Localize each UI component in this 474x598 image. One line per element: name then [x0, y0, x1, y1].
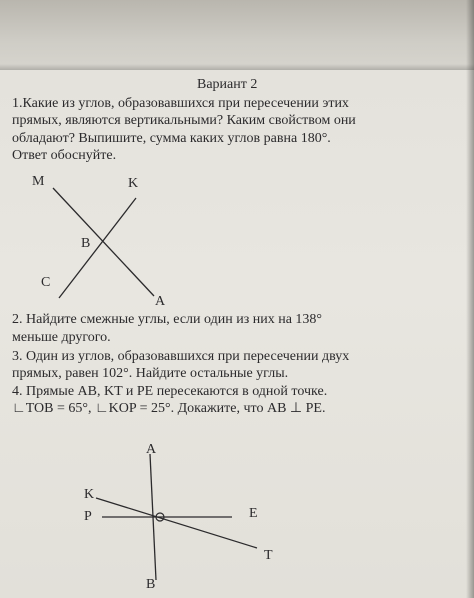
label-b: B	[81, 236, 91, 251]
question3-line1: 3. Один из углов, образовавшихся при пересечении двух	[12, 349, 350, 364]
label-k2: K	[84, 487, 95, 502]
question4-line2: ∟TOB = 65°, ∟KOP = 25°. Докажите, что AB ⊥ PE.	[12, 401, 326, 416]
photo-edge-shadow	[466, 0, 474, 598]
label-m: M	[32, 174, 45, 189]
label-e: E	[249, 506, 258, 521]
line-kt	[96, 498, 257, 548]
question1-line2: прямых, являются вертикальными? Каким свойством они	[12, 113, 356, 128]
question1-line3: обладают? Выпишите, сумма каких углов равна 180°.	[12, 131, 331, 146]
question1-line4: Ответ обоснуйте.	[12, 148, 117, 163]
label-c: C	[41, 275, 51, 290]
variant-title: Вариант 2	[197, 77, 258, 92]
label-p: P	[84, 509, 92, 524]
label-k: K	[128, 176, 139, 191]
question2-line2: меньше другого.	[12, 330, 111, 345]
question3-line2: прямых, равен 102°. Найдите остальные углы.	[12, 366, 289, 381]
question2-line1: 2. Найдите смежные углы, если один из них на 138°	[12, 312, 323, 327]
question4-line1: 4. Прямые AB, KT и PE пересекаются в одной точке.	[12, 384, 328, 399]
label-t: T	[264, 548, 273, 563]
question1-line1: 1.Какие из углов, образовавшихся при пересечении этих	[12, 96, 349, 111]
label-a2: A	[146, 442, 157, 457]
label-b2: B	[146, 577, 156, 592]
label-a: A	[155, 294, 166, 309]
